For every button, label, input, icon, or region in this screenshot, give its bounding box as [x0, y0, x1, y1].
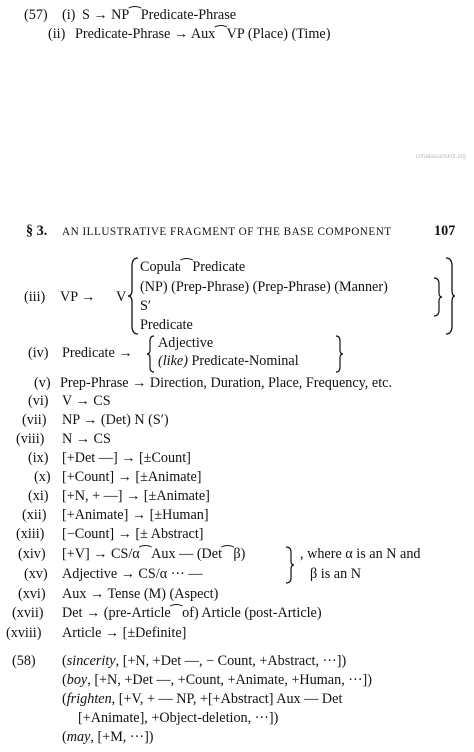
- rule-iii-outer-right-brace: [444, 256, 456, 336]
- rule-iv-option-2: [158, 352, 299, 370]
- rule-xvi-label: (xvi): [18, 586, 46, 602]
- rule-xiv-xv-right-brace: [284, 545, 296, 585]
- rule-condition-line-2: β is an N: [310, 566, 361, 582]
- rule-xv-text: Adjective → CS/α ··· —: [62, 566, 203, 582]
- rule-iii-v: V: [116, 289, 127, 305]
- rule-iii-option-3: S′: [140, 298, 151, 314]
- rule-xiv-text: [+V] → CS/α⁀Aux — (Det⁀β): [62, 546, 246, 562]
- rule-xi-label: (xi): [28, 488, 49, 504]
- rule-x-label: (x): [34, 469, 51, 485]
- rule-iv-pred-nominal: Predicate-Nominal: [187, 353, 299, 369]
- rule-iii-option-2: (NP) (Prep-Phrase) (Prep-Phrase) (Manner): [140, 279, 388, 295]
- ex58-paren: (: [62, 729, 67, 745]
- ex58-entry-frighten: [62, 690, 342, 708]
- rule-xv-label: (xv): [24, 566, 48, 582]
- ex58-entry-boy: [62, 671, 372, 689]
- rule-xii-text: [+Animate] → [±Human]: [62, 507, 209, 523]
- rule-xi-text: [+N, + —] → [±Animate]: [62, 488, 210, 504]
- ex58-paren: (: [62, 672, 67, 688]
- rule-xviii-text: Article → [±Definite]: [62, 625, 187, 641]
- ex57-i-label: (i): [62, 7, 76, 23]
- rule-xiii-text: [−Count] → [± Abstract]: [62, 526, 204, 542]
- rule-iii-lhs: VP →: [60, 289, 96, 305]
- ex58-word-may: may: [66, 729, 91, 745]
- rule-xvi-text: Aux → Tense (M) (Aspect): [62, 586, 219, 602]
- rule-iii-label: (iii): [24, 289, 46, 305]
- ex57-label: (57): [24, 7, 48, 23]
- rule-xiv-label: (xiv): [18, 546, 46, 562]
- ex58-features-boy: , [+N, +Det —, +Count, +Animate, +Human, ···]): [87, 672, 372, 688]
- section-mark: § 3.: [26, 223, 48, 239]
- ex58-word-sincerity: sincerity: [66, 653, 116, 669]
- rule-iii-option-1: Copula⁀Predicate: [140, 259, 246, 275]
- rule-xvii-text: Det → (pre-Article⁀of) Article (post-Article): [62, 605, 322, 621]
- rule-iv-right-brace: [334, 334, 344, 374]
- rule-vi-label: (vi): [28, 393, 49, 409]
- ex57-ii-rule: Predicate-Phrase → Aux⁀VP (Place) (Time): [75, 26, 331, 42]
- ex58-entry-sincerity: [62, 652, 346, 670]
- ex58-entry-may: [62, 728, 154, 746]
- rule-viii-text: N → CS: [62, 431, 111, 447]
- rule-iii-option-4: Predicate: [140, 317, 193, 333]
- rule-condition-line-1: , where α is an N and: [300, 546, 421, 562]
- rule-iv-label: (iv): [28, 345, 49, 361]
- rule-v-label: (v): [34, 375, 51, 391]
- rule-iii-inner-right-brace: [433, 276, 443, 318]
- rule-x-text: [+Count] → [±Animate]: [62, 469, 202, 485]
- rule-xii-label: (xii): [22, 507, 47, 523]
- ex58-features-may: , [+M, ···]): [90, 729, 154, 745]
- rule-xvii-label: (xvii): [12, 605, 44, 621]
- ex58-features-frighten: , [+V, + — NP, +[+Abstract] Aux — Det: [111, 691, 343, 707]
- ex57-i-rule: S → NP⁀Predicate-Phrase: [82, 7, 237, 23]
- rule-iv-lhs: Predicate →: [62, 345, 133, 361]
- ex58-paren: (: [62, 691, 67, 707]
- running-title: AN ILLUSTRATIVE FRAGMENT OF THE BASE COMPONENT: [62, 226, 392, 238]
- rule-vi-text: V → CS: [62, 393, 111, 409]
- rule-ix-text: [+Det —] → [±Count]: [62, 450, 191, 466]
- rule-vii-label: (vii): [22, 412, 47, 428]
- ex58-paren: (: [62, 653, 67, 669]
- rule-iv-left-brace: [146, 334, 156, 374]
- rule-iv-like: (like): [158, 353, 188, 369]
- ex58-features-sincerity: , [+N, +Det —, − Count, +Abstract, ···]): [115, 653, 347, 669]
- ex58-label: (58): [12, 653, 36, 669]
- rule-vii-text: NP → (Det) N (S′): [62, 412, 169, 428]
- rule-xviii-label: (xviii): [6, 625, 42, 641]
- ex58-word-boy: boy: [66, 672, 88, 688]
- ex58-word-frighten: frighten: [66, 691, 112, 707]
- rule-iv-option-1: Adjective: [158, 335, 214, 351]
- rule-viii-label: (viii): [16, 431, 45, 447]
- page-number: 107: [434, 223, 456, 239]
- ex57-ii-label: (ii): [48, 26, 66, 42]
- rule-iii-left-brace: [128, 256, 140, 336]
- ex58-entry-frighten-cont: [+Animate], +Object-deletion, ···]): [78, 710, 279, 726]
- rule-v-text: Prep-Phrase → Direction, Duration, Place, Frequency, etc.: [60, 375, 392, 391]
- rule-xiii-label: (xiii): [16, 526, 45, 542]
- rule-ix-label: (ix): [28, 450, 49, 466]
- watermark: chhatiasanskrit.org: [415, 154, 466, 160]
